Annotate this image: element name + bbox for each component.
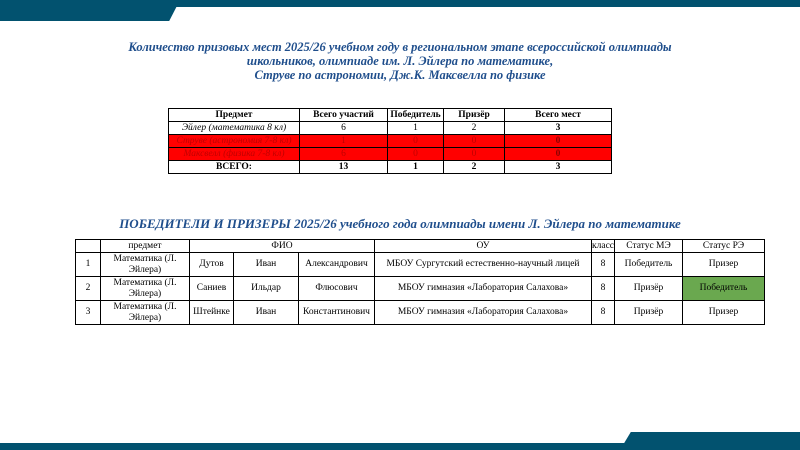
cell: 6	[300, 122, 388, 135]
table-row	[169, 122, 612, 135]
title-line: школьников, олимпиаде им. Л. Эйлера по математике,	[246, 54, 554, 68]
col-subject: Предмет	[169, 109, 300, 122]
cell: Математика (Л. Эйлера)	[101, 253, 190, 277]
cell: 0	[388, 148, 444, 161]
cell: Максвелл (физика 7-8 кл)	[169, 148, 300, 161]
summary-title	[0, 40, 800, 82]
cell: Математика (Л. Эйлера)	[101, 301, 190, 325]
cell: МБОУ гимназия «Лаборатория Салахова»	[375, 277, 592, 301]
col-fio: ФИО	[190, 240, 375, 253]
cell: Ильдар	[234, 277, 299, 301]
cell: 3	[505, 122, 612, 135]
cell: 8	[592, 277, 615, 301]
table-row	[76, 301, 765, 325]
cell: 2	[444, 161, 505, 174]
cell: 8	[592, 301, 615, 325]
top-left-tab	[0, 0, 180, 21]
cell: 0	[505, 148, 612, 161]
cell: Иван	[234, 253, 299, 277]
winners-title: ПОБЕДИТЕЛИ И ПРИЗЕРЫ 2025/26 учебного года олимпиады имени Л. Эйлера по математике	[119, 216, 681, 231]
table-row	[76, 253, 765, 277]
cell: МБОУ гимназия «Лаборатория Салахова»	[375, 301, 592, 325]
col-school: ОУ	[375, 240, 592, 253]
cell: 0	[388, 135, 444, 148]
cell: Призер	[683, 301, 765, 325]
cell: Флюсович	[299, 277, 375, 301]
cell: Струве (астрономия 7-8 кл)	[169, 135, 300, 148]
table-header	[76, 240, 765, 253]
cell: Константинович	[299, 301, 375, 325]
cell: 1	[388, 161, 444, 174]
cell: Александрович	[299, 253, 375, 277]
cell: 3	[505, 161, 612, 174]
col-prize: Призёр	[444, 109, 505, 122]
col-grade: класс	[592, 241, 615, 251]
cell: Математика (Л. Эйлера)	[101, 277, 190, 301]
title-line: Струве по астрономии, Дж.К. Максвелла по физике	[254, 68, 546, 82]
cell: Саниев	[190, 277, 234, 301]
cell-highlight: Победитель	[683, 277, 765, 301]
total-row	[169, 161, 612, 174]
cell: МБОУ Сургутский естественно-научный лицей	[375, 253, 592, 277]
table-row	[169, 135, 612, 148]
summary-table	[168, 108, 612, 174]
col-subject: предмет	[101, 240, 190, 253]
cell: Дутов	[190, 253, 234, 277]
cell: Призёр	[615, 301, 683, 325]
cell: 1	[300, 135, 388, 148]
col-total: Всего участий	[300, 109, 388, 122]
cell: 3	[76, 301, 101, 325]
cell: Иван	[234, 301, 299, 325]
cell: 2	[76, 277, 101, 301]
cell: Победитель	[615, 253, 683, 277]
cell: 8	[592, 253, 615, 277]
table-row	[169, 148, 612, 161]
cell: 1	[76, 253, 101, 277]
cell: 0	[505, 135, 612, 148]
cell: Призёр	[615, 277, 683, 301]
col-status-re: Статус РЭ	[683, 240, 765, 253]
cell: Штейнке	[190, 301, 234, 325]
cell: 0	[444, 148, 505, 161]
cell: 0	[444, 135, 505, 148]
cell: ВСЕГО:	[169, 161, 300, 174]
col-places: Всего мест	[505, 109, 612, 122]
cell: 2	[444, 122, 505, 135]
table-row	[76, 277, 765, 301]
cell: 13	[300, 161, 388, 174]
col-num	[76, 240, 101, 253]
bottom-right-tab	[620, 432, 800, 450]
winners-table	[75, 239, 765, 325]
title-line: Количество призовых мест 2025/26 учебном году в региональном этапе всероссийской олимпиады	[128, 40, 672, 54]
table-header	[169, 109, 612, 122]
col-winner: Победитель	[388, 109, 444, 122]
col-status-me: Статус МЭ	[615, 240, 683, 253]
cell: 6	[300, 148, 388, 161]
cell: Призер	[683, 253, 765, 277]
cell: 1	[388, 122, 444, 135]
cell: Эйлер (математика 8 кл)	[169, 122, 300, 135]
